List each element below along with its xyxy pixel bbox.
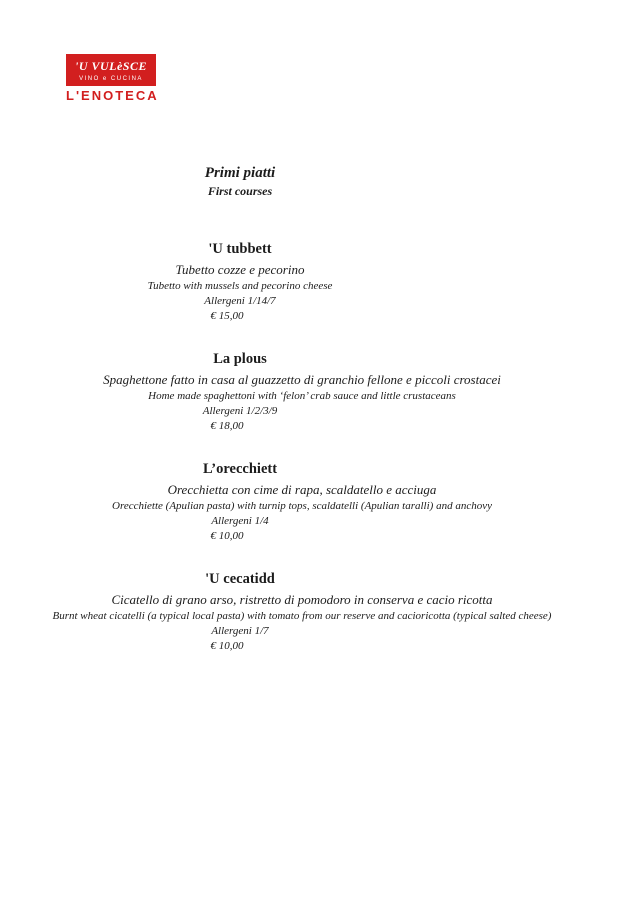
dish-description-italian: Orecchietta con cime di rapa, scaldatello e acciuga bbox=[167, 482, 437, 497]
dish-description-english: Burnt wheat cicatelli (a typical local pasta) with tomato from our reserve and cacioricotta (typical salted cheese) bbox=[52, 610, 552, 622]
dish-name: 'U cecatidd bbox=[205, 571, 275, 587]
dish-item bbox=[20, 350, 584, 434]
dish-price: € 10,00 bbox=[210, 530, 244, 542]
dish-allergens: Allergeni 1/2/3/9 bbox=[202, 405, 278, 417]
dish-price: € 18,00 bbox=[210, 420, 244, 432]
logo-red-box bbox=[66, 54, 156, 86]
section-title-italian: Primi piatti bbox=[204, 165, 276, 181]
dish-description-english: Orecchiette (Apulian pasta) with turnip tops, scaldatelli (Apulian taralli) and anchovy bbox=[112, 500, 492, 512]
dish-item bbox=[20, 570, 584, 654]
dish-item bbox=[20, 460, 584, 544]
dish-description-italian: Spaghettone fatto in casa al guazzetto di granchio fellone e piccoli crostacei bbox=[103, 372, 501, 387]
dish-list bbox=[20, 240, 584, 654]
menu-page bbox=[0, 163, 640, 654]
logo-tagline-text: VINO e CUCINA bbox=[79, 76, 143, 82]
dish-item bbox=[20, 240, 584, 324]
restaurant-logo bbox=[66, 54, 159, 103]
dish-description-english: Tubetto with mussels and pecorino cheese bbox=[147, 280, 333, 292]
dish-price: € 15,00 bbox=[210, 310, 244, 322]
dish-description-italian: Cicatello di grano arso, ristretto di pomodoro in conserva e cacio ricotta bbox=[111, 592, 493, 607]
dish-allergens: Allergeni 1/4 bbox=[211, 515, 269, 527]
section-title-english: First courses bbox=[207, 184, 273, 198]
dish-description-english: Home made spaghettoni with ‘felon’ crab sauce and little crustaceans bbox=[148, 390, 456, 402]
logo-enoteca-text: L'ENOTECA bbox=[66, 88, 159, 103]
dish-price: € 10,00 bbox=[210, 640, 244, 652]
dish-name: La plous bbox=[213, 351, 267, 367]
dish-allergens: Allergeni 1/14/7 bbox=[204, 295, 276, 307]
dish-name: L’orecchiett bbox=[202, 461, 278, 477]
dish-description-italian: Tubetto cozze e pecorino bbox=[175, 262, 305, 277]
dish-name: 'U tubbett bbox=[208, 241, 272, 257]
logo-brand-text: 'U VULèSCE bbox=[74, 59, 147, 73]
dish-allergens: Allergeni 1/7 bbox=[211, 625, 269, 637]
